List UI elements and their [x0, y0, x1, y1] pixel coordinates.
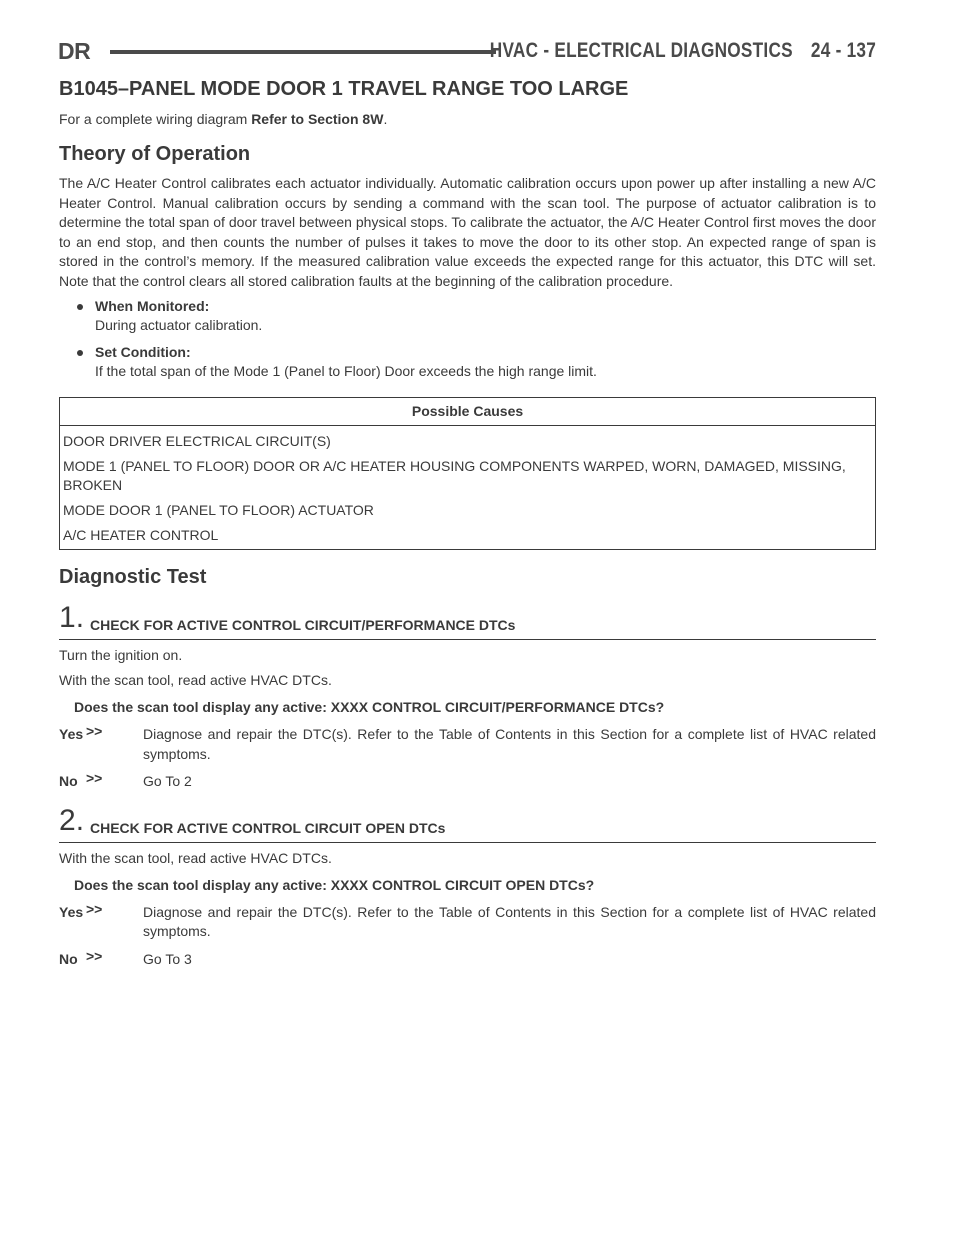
- diagnostic-test-heading: Diagnostic Test: [59, 566, 207, 588]
- step-instruction: With the scan tool, read active HVAC DTCs.: [59, 672, 332, 688]
- wiring-suffix: .: [383, 111, 388, 127]
- step-question: Does the scan tool display any active: XXXX CONTROL CIRCUIT OPEN DTCs?: [74, 876, 595, 893]
- answer-text[interactable]: Go To 2: [143, 773, 192, 789]
- step-number: 1.: [59, 601, 85, 634]
- wiring-prefix: For a complete wiring diagram: [59, 111, 248, 127]
- header-section: [490, 39, 876, 63]
- answer-text: Diagnose and repair the DTC(s). Refer to the Table of Contents in this Section for a complete list of HVAC related symptoms.: [143, 903, 876, 939]
- answer-text: Diagnose and repair the DTC(s). Refer to the Table of Contents in this Section for a complete list of HVAC related symptoms.: [143, 726, 876, 762]
- list-item: [59, 343, 876, 381]
- header-model-code: DR: [58, 38, 91, 64]
- answer-label: Yes: [59, 726, 84, 742]
- step-question: Does the scan tool display any active: XXXX CONTROL CIRCUIT/PERFORMANCE DTCs?: [74, 699, 665, 715]
- bullet-label: Set Condition:: [95, 344, 191, 360]
- monitor-list: [59, 297, 876, 381]
- step-header: [59, 603, 876, 640]
- dtc-title: B1045–PANEL MODE DOOR 1 TRAVEL RANGE TOO LARGE: [59, 78, 629, 100]
- answer-label: Yes: [59, 903, 84, 920]
- header-title: HVAC - ELECTRICAL DIAGNOSTICS: [489, 39, 793, 62]
- cause-item: A/C HEATER CONTROL: [63, 527, 219, 543]
- answer-yes: [59, 725, 876, 764]
- cause-item: DOOR DRIVER ELECTRICAL CIRCUIT(S): [63, 433, 331, 449]
- causes-header: Possible Causes: [60, 398, 875, 426]
- step-number: 2.: [59, 803, 85, 837]
- wiring-link[interactable]: Refer to Section 8W: [251, 111, 384, 127]
- answer-no: [59, 947, 876, 970]
- step-instruction: Turn the ignition on.: [59, 647, 183, 663]
- possible-causes-table: [59, 397, 876, 550]
- answer-text[interactable]: Go To 3: [143, 950, 192, 967]
- bullet-label: When Monitored:: [95, 298, 210, 314]
- arrow-icon: >>: [86, 723, 103, 739]
- bullet-icon: [77, 304, 83, 310]
- header-page-number: 24 - 137: [810, 39, 876, 62]
- answer-label: No: [59, 950, 78, 967]
- step-number-digit: 1: [59, 601, 76, 634]
- arrow-icon: >>: [86, 900, 103, 917]
- header-rule: [110, 50, 496, 54]
- bullet-text: If the total span of the Mode 1 (Panel to Floor) Door exceeds the high range limit.: [95, 363, 597, 379]
- wiring-reference: [59, 111, 876, 127]
- bullet-icon: [77, 350, 83, 356]
- page-header: [59, 36, 876, 70]
- manual-page: [59, 36, 876, 969]
- step-header: [59, 803, 876, 843]
- answer-no: [59, 772, 876, 792]
- step-title: CHECK FOR ACTIVE CONTROL CIRCUIT/PERFORMANCE DTCs: [90, 617, 516, 633]
- answer-label: No: [59, 773, 78, 789]
- step-title: CHECK FOR ACTIVE CONTROL CIRCUIT OPEN DTCs: [90, 819, 446, 836]
- step-instruction: With the scan tool, read active HVAC DTCs.: [59, 849, 332, 866]
- cause-item: MODE 1 (PANEL TO FLOOR) DOOR OR A/C HEATER HOUSING COMPONENTS WARPED, WORN, DAMAGED, MISSING, BROKEN: [63, 458, 846, 493]
- theory-heading: Theory of Operation: [59, 143, 251, 165]
- list-item: [59, 297, 876, 335]
- step-number-digit: 2: [59, 803, 76, 837]
- bullet-text: During actuator calibration.: [95, 317, 263, 333]
- cause-item: MODE DOOR 1 (PANEL TO FLOOR) ACTUATOR: [63, 502, 374, 518]
- arrow-icon: >>: [86, 770, 103, 786]
- answer-yes: [59, 900, 876, 942]
- arrow-icon: >>: [86, 947, 103, 964]
- theory-text: The A/C Heater Control calibrates each actuator individually. Automatic calibration occurs upon power up after installing a new A/C Heater Control. Manual calibration occurs by sending a command with the scan tool. The purpose of actuator calibration is to determine the total span of door travel between physical stops. To calibrate the actuator, the A/C Heater Control first moves the door to an end stop, and then counts the number of pulses it takes to move the door to its other stop. An expected range of span is stored in the control’s memory. If the measured calibration value exceeds the expected range for this actuator, this DTC will set. Note that the control clears all stored calibration faults at the beginning of the calibration procedure.: [59, 175, 876, 289]
